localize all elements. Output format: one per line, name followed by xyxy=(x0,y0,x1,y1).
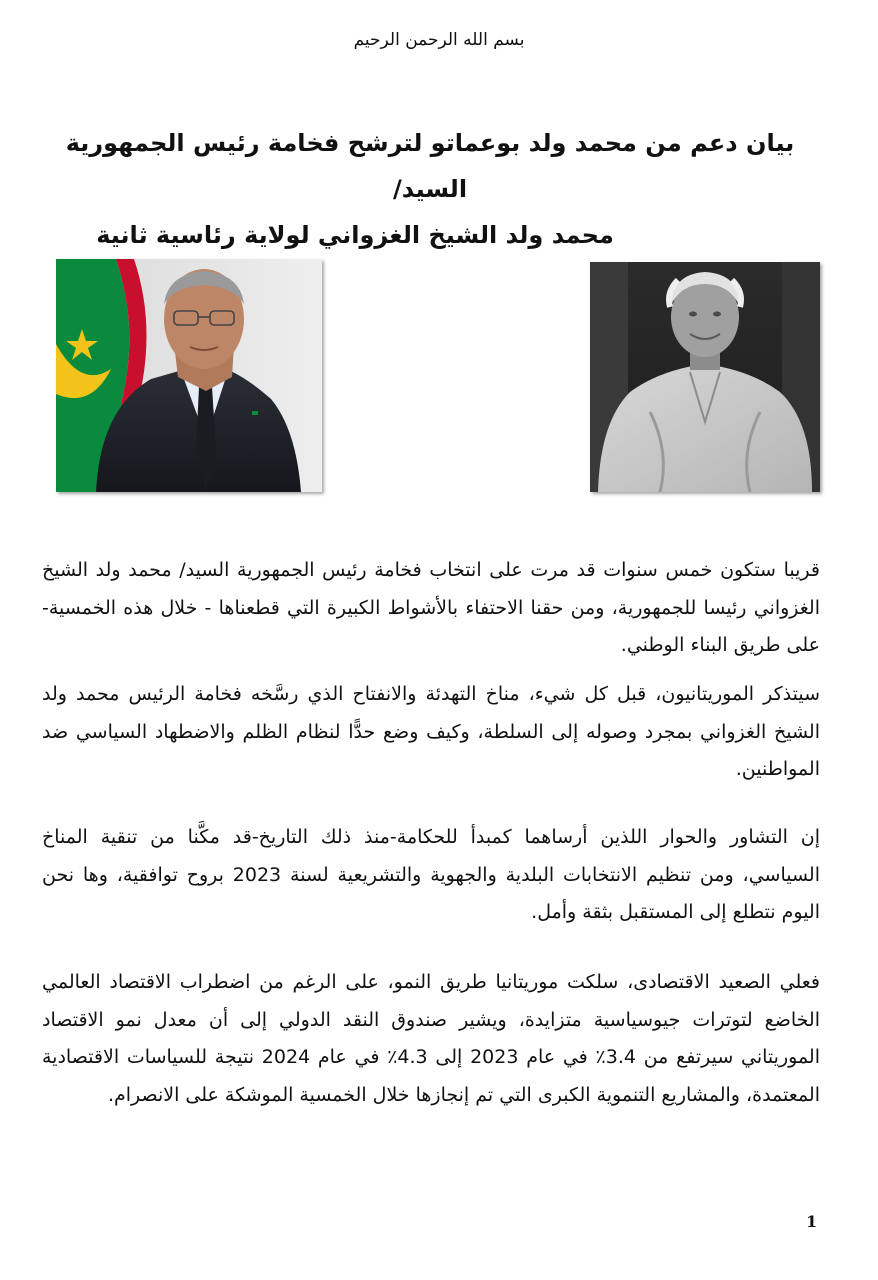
basmala-heading: بسم الله الرحمن الرحيم xyxy=(353,30,525,50)
paragraph-4: فعلي الصعيد الاقتصادى، سلكت موريتانيا طريق النمو، على الرغم من اضطراب الاقتصاد العالمي الخاضع لتوترات جيوسياسية متزايدة، ويشير صندوق النقد الدولي إلى أن معدل نمو الاقتصاد الموريتاني سيرتفع من 3.4٪ في عام 2023 إلى 4.3٪ في عام 2024 نتيجة للسياسات الاقتصادية المعتمدة، والمشاريع التنموية الكبرى التي تم إنجازها خلال الخمسية الموشكة على الانصرام. xyxy=(42,971,820,1106)
title-line-2: محمد ولد الشيخ الغزواني لولاية رئاسية ثانية xyxy=(96,221,614,249)
paragraph-2: سيتذكر الموريتانيون، قبل كل شيء، مناخ التهدئة والانفتاح الذي رسَّخه فخامة الرئيس محمد ولد الشيخ الغزواني بمجرد وصوله إلى السلطة، وكيف وضع حدًّا لنظام الظلم والاضطهاد السياسي ضد المواطنين. xyxy=(42,683,820,781)
title-line-1: بيان دعم من محمد ولد بوعماتو لترشح فخامة رئيس الجمهورية السيد/ xyxy=(65,129,795,203)
president-portrait-photo xyxy=(56,259,322,492)
paragraph-1: قريبا ستكون خمس سنوات قد مرت على انتخاب فخامة رئيس الجمهورية السيد/ محمد ولد الشيخ الغزواني رئيسا للجمهورية، ومن حقنا الاحتفاء بالأشواط الكبيرة التي قطعناها - خلال هذه الخمسية-على طريق البناء الوطني. xyxy=(42,559,820,657)
paragraph-3: إن التشاور والحوار اللذين أرساهما كمبدأ للحكامة-منذ ذلك التاريخ-قد مكَّنا من تنقية المناخ السياسي، ومن تنظيم الانتخابات البلدية والجهوية والتشريعية لسنة 2023 بروح توافقية، وها نحن اليوم نتطلع إلى المستقبل بثقة وأمل. xyxy=(42,826,820,924)
statement-title xyxy=(40,120,820,258)
bouamatou-portrait-photo xyxy=(590,262,820,492)
page-number: 1 xyxy=(806,1212,818,1231)
